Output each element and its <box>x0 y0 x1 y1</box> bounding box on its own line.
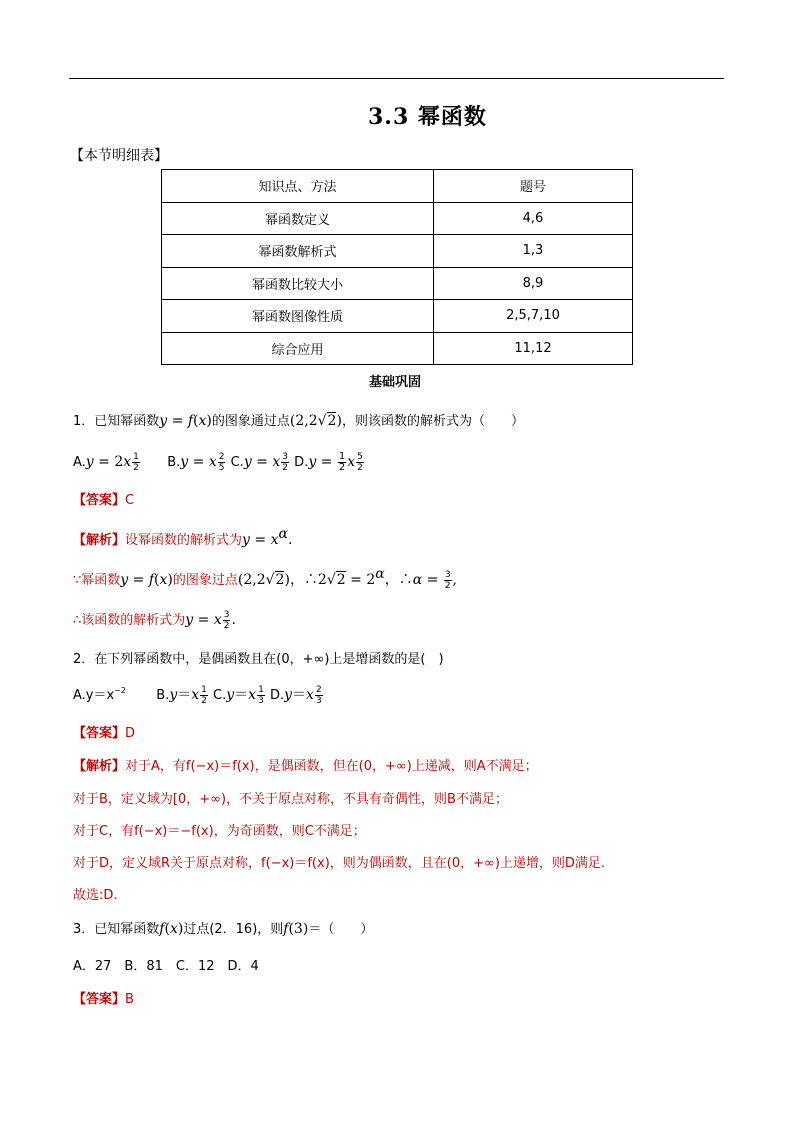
table-header-cell: 题号 <box>434 170 633 203</box>
q2-analysis-line1: 【解析】对于A，有f(−x)＝f(x)，是偶函数，但在(0，+∞)上递减，则A不满足； <box>73 759 538 774</box>
q3-answer: 【答案】B <box>73 992 134 1007</box>
topic-table <box>161 169 633 365</box>
table-row <box>162 235 633 268</box>
q2-answer: 【答案】D <box>73 726 136 741</box>
section-tag: 【本节明细表】 <box>70 148 168 164</box>
table-cell: 幂函数比较大小 <box>162 267 434 300</box>
q2-analysis-line5: 故选:D. <box>73 888 118 903</box>
q3-stem: 3．已知幂函数f(x)过点(2．16)，则f(3)＝（ ） <box>73 921 374 937</box>
q3-options: A．27 B．81 C．12 D．4 <box>73 959 259 974</box>
table-row <box>162 332 633 365</box>
q2-analysis-line4: 对于D，定义域R关于原点对称，f(−x)＝f(x)，则为偶函数，且在(0，+∞)上递增，则D满足. <box>73 856 606 871</box>
table-header-cell: 知识点、方法 <box>162 170 434 203</box>
table-cell: 综合应用 <box>162 332 434 365</box>
table-row <box>162 267 633 300</box>
page-title: 3.3 幂函数 <box>368 104 487 130</box>
table-cell: 幂函数定义 <box>162 202 434 235</box>
table-header-row <box>162 170 633 203</box>
section-subhead: 基础巩固 <box>369 375 422 390</box>
q2-analysis-line2: 对于B，定义域为[0，+∞)，不关于原点对称，不具有奇偶性，则B不满足； <box>73 792 508 807</box>
q1-stem: 1．已知幂函数y = f(x)的图象通过点(2,2√2)，则该函数的解析式为（ ） <box>73 413 524 429</box>
table-row <box>162 300 633 333</box>
q1-analysis-line3: ∴该函数的解析式为y = x $\frac{3}{2}$ . <box>73 610 236 631</box>
q2-analysis-line3: 对于C，有f(−x)＝−f(x)，为奇函数，则C不满足； <box>73 824 366 839</box>
table-cell: 幂函数图像性质 <box>162 300 434 333</box>
q2-stem: 2．在下列幂函数中，是偶函数且在(0，+∞)上是增函数的是( ) <box>73 652 444 667</box>
table-cell: 2,5,7,10 <box>434 300 633 333</box>
q1-analysis-line1: 【解析】设幂函数的解析式为$y = x^\alpha$. <box>73 526 293 548</box>
q1-options: A.y = 2x $\frac{1}{2}$ B.y = x $\frac{2}{5}$ C.y = x $\frac{3}{2}$ D.y = $\frac{1}{2}$ x $\frac{5}{2}$ <box>73 451 363 473</box>
q1-analysis-line2: ∵幂函数y = f(x)的图象过点(2,2√2)，∴2√2 = $2^\alpha$，∴α = $\frac{3}{2}$ , <box>73 566 457 591</box>
header-rule <box>69 78 724 79</box>
table-cell: 8,9 <box>434 267 633 300</box>
table-cell: 幂函数解析式 <box>162 235 434 268</box>
table-cell: 1,3 <box>434 235 633 268</box>
q1-answer: 【答案】C <box>73 493 135 508</box>
table-cell: 4,6 <box>434 202 633 235</box>
table-cell: 11,12 <box>434 332 633 365</box>
table-row <box>162 202 633 235</box>
q2-options: $A.y=x^{-2}$ B.y＝x $\frac{1}{2}$ C.y＝x $\frac{1}{3}$ D.y＝x $\frac{2}{3}$ <box>73 685 322 706</box>
